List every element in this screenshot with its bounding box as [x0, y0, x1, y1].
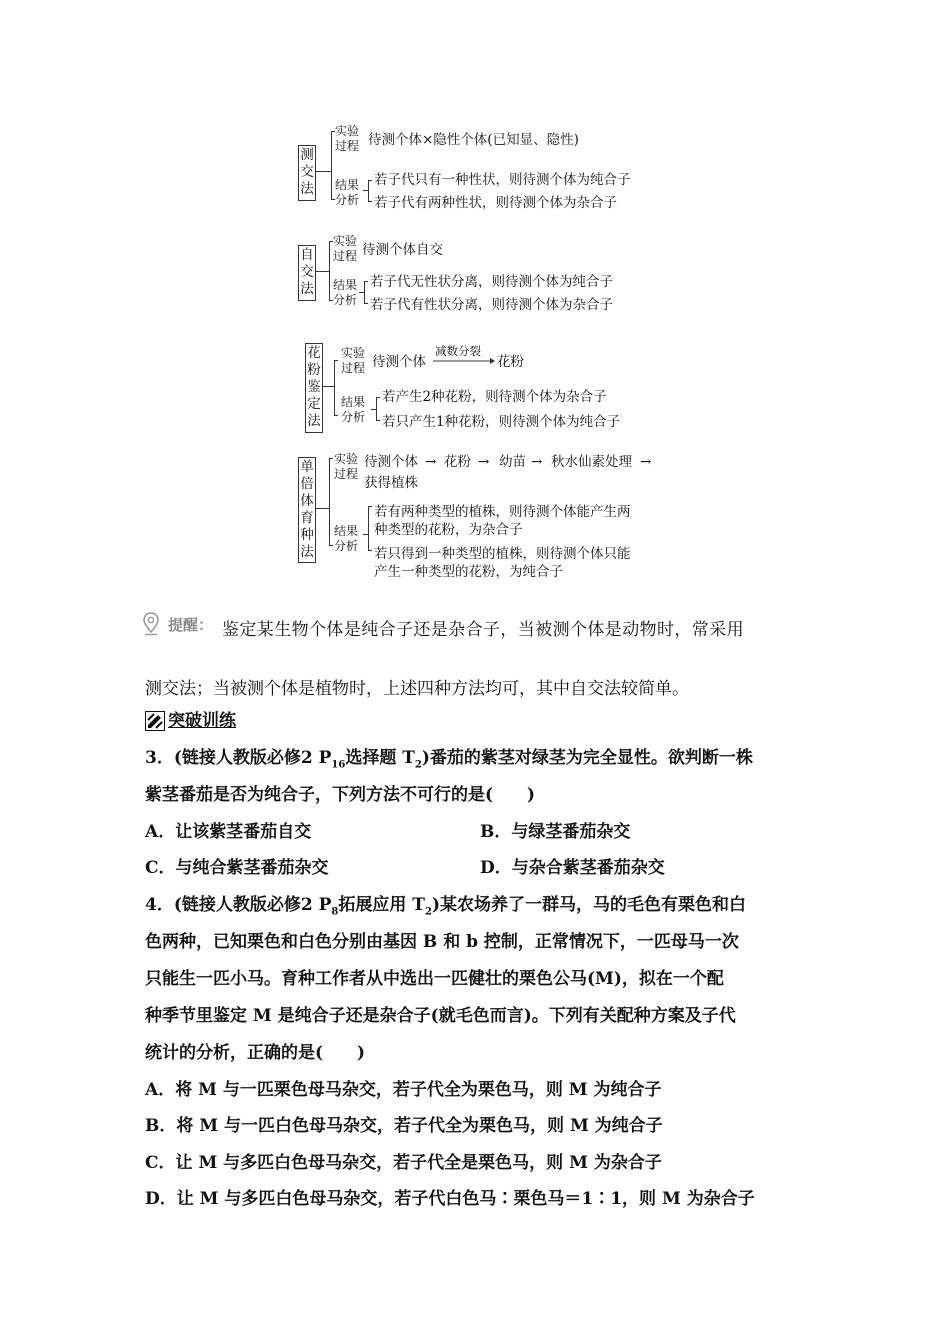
tip-line-1: 鉴定某生物个体是纯合子还是杂合子，当被测个体是动物时，常采用 [222, 620, 744, 640]
q4-number: 4． [145, 895, 174, 915]
q3-stem-line2: 紫茎番茄是否为纯合子，下列方法不可行的是( ) [145, 785, 536, 805]
label-process: 实验过程 [334, 452, 359, 481]
result-2-line1: 若只得到一种类型的植株，则待测个体只能 [374, 546, 631, 562]
process-text: 待测个体自交 [362, 242, 443, 258]
process-line2: 获得植株 [364, 475, 418, 491]
process-step-2: 花粉 [444, 454, 471, 470]
label-result: 结果分析 [334, 524, 359, 553]
q4-stem-line3: 只能生一匹小马。育种工作者从中选出一匹健壮的栗色公马(M)，拟在一个配 [145, 969, 724, 989]
q4-stem-line2: 色两种，已知栗色和白色分别由基因 B 和 b 控制，正常情况下，一匹母马一次 [145, 932, 739, 952]
q3-option-b: B．与绿茎番茄杂交 [480, 822, 631, 842]
pin-icon [142, 612, 160, 636]
tip-label: 提醒： [168, 616, 214, 634]
q3-stem-tail: 番茄的紫茎对绿茎为完全显性。欲判断一株 [429, 748, 753, 768]
label-process: 实验过程 [335, 124, 360, 153]
label-process: 实验过程 [333, 234, 358, 263]
method-name-testcross: 测交法 [298, 145, 316, 201]
q4-stem-line4: 种季节里鉴定 M 是纯合子还是杂合子(就毛色而言)。下列有关配种方案及子代 [145, 1006, 736, 1026]
pencil-icon [145, 711, 165, 731]
arrow-icon: → [478, 454, 490, 470]
q3-stem-line1 [145, 746, 753, 777]
process-to: 花粉 [497, 354, 524, 370]
arrow-icon: → [531, 454, 543, 470]
process-text: 待测个体×隐性个体(已知显、隐性) [368, 132, 579, 148]
q4-option-b: B．将 M 与一匹白色母马杂交，若子代全为栗色马，则 M 为纯合子 [145, 1116, 663, 1136]
label-result: 结果分析 [341, 395, 366, 424]
process-step-3: 幼苗 [499, 454, 526, 470]
result-2-line2: 产生一种类型的花粉，为纯合子 [374, 564, 563, 580]
arrow-icon: → [425, 454, 437, 470]
q4-stem-line5: 统计的分析，正确的是( ) [145, 1043, 366, 1063]
q3-number: 3． [145, 748, 174, 768]
arrow-icon [432, 356, 496, 366]
section-title: 突破训练 [168, 711, 236, 731]
result-1: 若子代只有一种性状，则待测个体为纯合子 [374, 172, 631, 188]
label-result: 结果分析 [333, 278, 358, 307]
arrow-icon: → [640, 454, 652, 470]
arrow-label: 减数分裂 [435, 344, 481, 358]
method-name-selfing: 自交法 [298, 245, 316, 301]
result-1-line1: 若有两种类型的植株，则待测个体能产生两 [374, 504, 631, 520]
process-step-1: 待测个体 [364, 454, 418, 470]
method-name-haploid: 单倍体育种法 [298, 457, 316, 563]
result-1-line2: 种类型的花粉，为杂合子 [374, 522, 523, 538]
q4-option-c: C．让 M 与多匹白色母马杂交，若子代全是栗色马，则 M 为杂合子 [145, 1153, 662, 1173]
q3-option-a: A．让该紫茎番茄自交 [145, 822, 312, 842]
q3-option-c: C．与纯合紫茎番茄杂交 [145, 858, 329, 878]
q4-ref: (链接人教版必修2 $P_8$拓展应用 $T_2$) [173, 895, 440, 918]
q4-option-a: A．将 M 与一匹栗色母马杂交，若子代全为栗色马，则 M 为纯合子 [145, 1080, 662, 1100]
result-2: 若子代有两种性状，则待测个体为杂合子 [374, 195, 617, 211]
q3-ref: (链接人教版必修2 $P_{16}$选择题 $T_2$) [173, 748, 430, 771]
result-2: 若子代有性状分离，则待测个体为杂合子 [370, 297, 613, 313]
q4-stem-tail: 某农场养了一群马，马的毛色有栗色和白 [439, 895, 746, 915]
result-1: 若产生2种花粉，则待测个体为杂合子 [382, 389, 607, 405]
process-from: 待测个体 [372, 354, 426, 370]
q4-option-d: D．让 M 与多匹白色母马杂交，若子代白色马∶栗色马＝1∶1，则 M 为杂合子 [145, 1189, 755, 1209]
label-result: 结果分析 [335, 178, 360, 207]
result-1: 若子代无性状分离，则待测个体为纯合子 [370, 274, 613, 290]
process-step-4: 秋水仙素处理 [551, 454, 632, 470]
q3-option-d: D．与杂合紫茎番茄杂交 [480, 858, 665, 878]
label-process: 实验过程 [341, 346, 366, 375]
q4-stem-line1 [145, 893, 746, 924]
tip-line-2: 测交法；当被测个体是植物时，上述四种方法均可，其中自交法较简单。 [145, 679, 689, 699]
result-2: 若只产生1种花粉，则待测个体为纯合子 [382, 414, 621, 430]
method-name-pollen: 花粉鉴定法 [305, 343, 323, 433]
